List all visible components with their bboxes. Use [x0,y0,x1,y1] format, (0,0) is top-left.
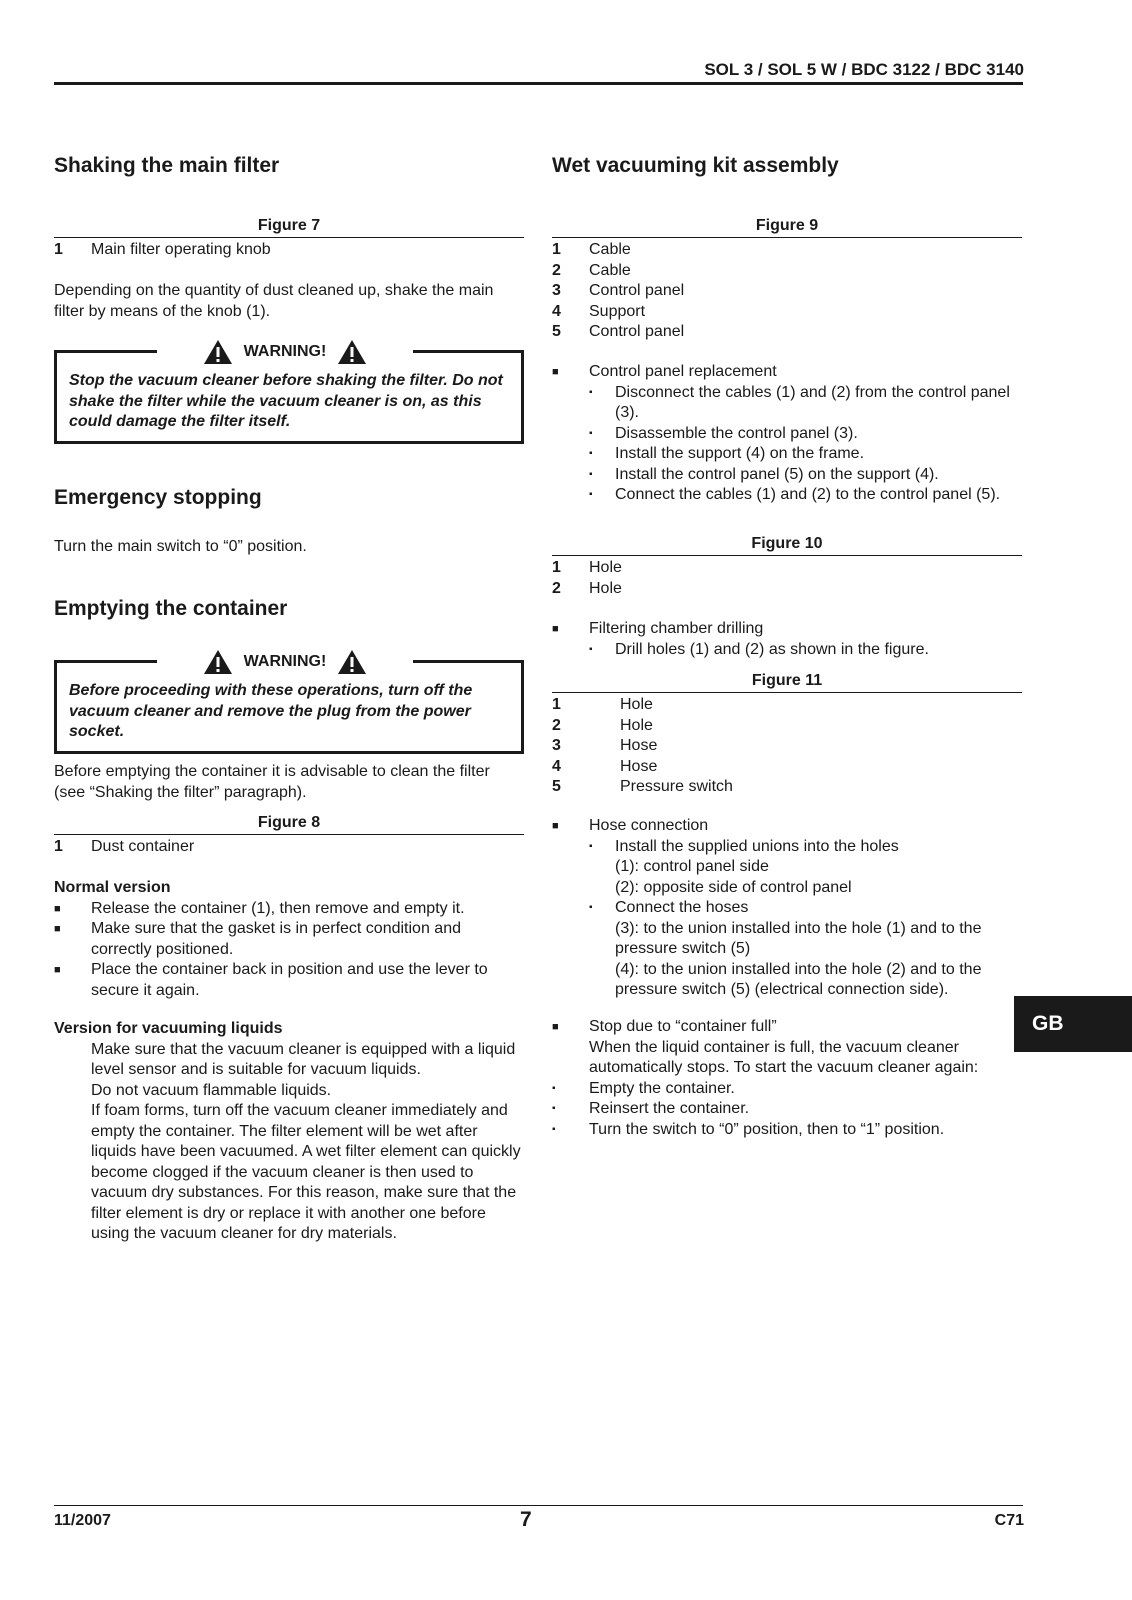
legend-number: 3 [552,282,561,299]
warning-text: Before proceeding with these operations, turn off the vacuum cleaner and remove the plug from the power socket. [69,682,473,740]
heading-shaking-main-filter: Shaking the main filter [54,154,280,177]
document-header-title: SOL 3 / SOL 5 W / BDC 3122 / BDC 3140 [704,60,1024,79]
sub-step-line: (1): control panel side [615,858,769,875]
bullet-text: Release the container (1), then remove and empty it. [91,899,465,917]
dot-bullet-icon: ▪ [552,1123,556,1135]
sub-step-text [615,898,1022,1001]
bullet-text: Make sure that the gasket is in perfect condition and correctly positioned. [91,920,461,958]
sub-step [552,837,1022,899]
figure-8-title: Figure 8 [257,814,321,831]
sub-step-line: Connect the hoses [615,899,749,916]
footer-rule [54,1505,1023,1506]
sub-step [552,1120,1022,1141]
sub-step-line: (2): opposite side of control panel [615,878,852,896]
footer-code: C71 [994,1512,1024,1529]
bullet-item [54,899,524,920]
liquids-version-section [54,1019,524,1245]
legend-item [552,695,1022,716]
legend-item [552,716,1022,737]
legend-number: 1 [54,838,63,855]
bullet-item [552,1017,1022,1038]
legend-text: Control panel [589,323,685,340]
legend-item [552,281,1022,302]
sub-step-text: Drill holes (1) and (2) as shown in the figure. [615,640,929,658]
legend-item [552,322,1022,343]
legend-number: 2 [552,579,561,597]
legend-item [552,736,1022,757]
figure-8-legend [54,813,524,858]
sub-step [552,465,1022,486]
dot-bullet-icon: ▪ [589,468,593,480]
header-rule [54,82,1023,85]
square-bullet-icon: ■ [54,964,61,976]
language-tab-gb: GB [1014,996,1132,1052]
square-bullet-icon: ■ [54,923,61,935]
sub-step-text: Install the control panel (5) on the support (4). [615,465,939,483]
sub-step [552,383,1022,424]
legend-number: 1 [552,559,561,576]
legend-number: 4 [552,302,561,320]
warning-header [157,649,413,675]
warning-triangle-icon [203,339,233,365]
legend-text: Main filter operating knob [91,241,271,258]
warning-label: WARNING! [243,343,327,361]
legend-item [552,558,1022,579]
sub-step-line: Install the supplied unions into the holes [615,837,899,855]
sub-step-line: (3): to the union installed into the hole (1) and to the pressure switch (5) [615,919,982,957]
bullet-text: Control panel replacement [589,363,777,380]
filtering-chamber-drilling [552,619,1022,660]
emergency-paragraph [54,537,524,558]
dot-bullet-icon: ▪ [589,840,593,852]
sub-step-line: (4): to the union installed into the hole (2) and to the pressure switch (5) (electrical connection side). [615,960,982,998]
sub-step-text: Empty the container. [589,1079,735,1097]
legend-item [552,261,1022,282]
liquids-paragraph: Do not vacuum flammable liquids. [91,1081,332,1099]
legend-number: 3 [552,737,561,754]
dot-bullet-icon: ▪ [589,448,593,459]
sub-step [552,424,1022,445]
footer-date: 11/2007 [54,1512,111,1529]
figure-10-title: Figure 10 [751,535,823,552]
bullet-item [54,960,524,1001]
control-panel-replacement [552,362,1022,506]
figure-9-legend [552,216,1022,343]
legend-number: 4 [552,757,561,775]
square-bullet-icon: ■ [552,366,559,378]
dot-bullet-icon: ▪ [589,643,593,655]
hose-connection [552,816,1022,1001]
legend-number: 1 [552,696,561,713]
bullet-text: Hose connection [589,817,709,834]
figure-7-rule [54,237,524,238]
figure-11-title: Figure 11 [751,672,823,689]
sub-step-text: Turn the switch to “0” position, then to “1” position. [589,1120,945,1138]
dot-bullet-icon: ▪ [589,489,593,500]
square-bullet-icon: ■ [552,820,559,832]
normal-version-heading: Normal version [54,879,171,896]
legend-text: Hole [589,579,622,597]
bullet-item [552,362,1022,383]
legend-number: 5 [552,323,561,340]
heading-emergency-stopping: Emergency stopping [54,486,262,509]
bullet-text: Stop due to “container full” [589,1018,777,1035]
liquids-version-heading: Version for vacuuming liquids [54,1020,283,1037]
figure-9-rule [552,237,1022,238]
legend-text: Pressure switch [620,778,733,795]
warning-header [157,339,413,365]
warning-triangle-icon [337,339,367,365]
sub-step-text: Disassemble the control panel (3). [615,424,858,442]
figure-8-rule [54,834,524,835]
shaking-paragraph [54,281,524,322]
bullet-item [552,816,1022,837]
legend-number: 1 [552,241,561,258]
legend-item [54,240,524,261]
figure-7-legend [54,216,524,261]
shaking-paragraph-text: Depending on the quantity of dust cleaned up, shake the main filter by means of the knob (1). [54,282,494,320]
legend-text: Hose [620,737,658,754]
normal-version-section [54,878,524,1001]
warning-box-shaking [54,343,524,444]
sub-step [552,898,1022,1001]
legend-item [552,579,1022,600]
legend-item [552,302,1022,323]
square-bullet-icon: ■ [54,902,61,915]
emptying-paragraph-text: Before emptying the container it is advisable to clean the filter (see “Shaking the filter” paragraph). [54,763,490,801]
legend-text: Support [589,302,646,320]
sub-step [552,1079,1022,1100]
sub-step [552,485,1022,506]
liquids-paragraph: Make sure that the vacuum cleaner is equipped with a liquid level sensor and is suitable for vacuum liquids. [91,1040,516,1078]
legend-item [552,240,1022,261]
figure-10-rule [552,555,1022,556]
sub-step-text [615,837,899,899]
stop-container-full [552,1017,1022,1140]
legend-text: Cable [589,241,631,258]
sub-step-text: Reinsert the container. [589,1100,750,1117]
legend-item [54,837,524,858]
legend-text: Cable [589,261,631,279]
dot-bullet-icon: ▪ [552,1082,556,1094]
figure-11-legend [552,671,1022,798]
heading-emptying-container: Emptying the container [54,597,288,620]
sub-step-text: Connect the cables (1) and (2) to the control panel (5). [615,486,1001,503]
warning-triangle-icon [337,649,367,675]
bullet-text: Filtering chamber drilling [589,620,764,637]
figure-11-rule [552,692,1022,693]
legend-text: Hole [589,559,622,576]
stop-paragraph: When the liquid container is full, the vacuum cleaner automatically stops. To start the vacuum cleaner again: [589,1038,979,1076]
figure-7-title: Figure 7 [257,217,321,234]
legend-number: 5 [552,778,561,795]
square-bullet-icon: ■ [552,623,559,635]
sub-step [552,1099,1022,1120]
sub-step-text: Install the support (4) on the frame. [615,445,865,462]
page-number: 7 [520,1508,532,1531]
dot-bullet-icon: ▪ [552,1103,556,1114]
emptying-paragraph [54,762,524,803]
legend-text: Control panel [589,282,685,299]
dot-bullet-icon: ▪ [589,386,593,398]
sub-step [552,444,1022,465]
bullet-text: Place the container back in position and use the lever to secure it again. [91,961,488,999]
sub-step-text: Disconnect the cables (1) and (2) from the control panel (3). [615,383,1010,421]
warning-box-emptying [54,653,524,754]
legend-number: 2 [552,261,561,279]
legend-number: 1 [54,241,63,258]
figure-9-title: Figure 9 [755,217,819,234]
legend-text: Hose [620,757,658,775]
heading-wet-vacuuming-kit: Wet vacuuming kit assembly [552,154,839,177]
bullet-item [54,919,524,960]
legend-text: Hole [620,696,653,713]
square-bullet-icon: ■ [552,1021,559,1033]
dot-bullet-icon: ▪ [589,902,593,913]
legend-text: Hole [620,716,653,734]
legend-text: Dust container [91,838,195,855]
sub-step [552,640,1022,661]
dot-bullet-icon: ▪ [589,427,593,439]
warning-triangle-icon [203,649,233,675]
legend-item [552,777,1022,798]
emergency-paragraph-text: Turn the main switch to “0” position. [54,538,307,555]
legend-number: 2 [552,716,561,734]
warning-text: Stop the vacuum cleaner before shaking the filter. Do not shake the filter while the vacuum cleaner is on, as this could damage the filter itself. [69,372,503,430]
legend-item [552,757,1022,778]
figure-10-legend [552,534,1022,599]
warning-label: WARNING! [243,653,327,671]
liquids-paragraph: If foam forms, turn off the vacuum cleaner immediately and empty the container. The filter element will be wet after liquids have been vacuumed. A wet filter element can quickly become clogged if the vacuum cleaner is then used to vacuum dry substances. For this reason, make sure that the filter element is dry or replace it with another one before using the vacuum cleaner for dry materials. [91,1102,521,1242]
bullet-item [552,619,1022,640]
